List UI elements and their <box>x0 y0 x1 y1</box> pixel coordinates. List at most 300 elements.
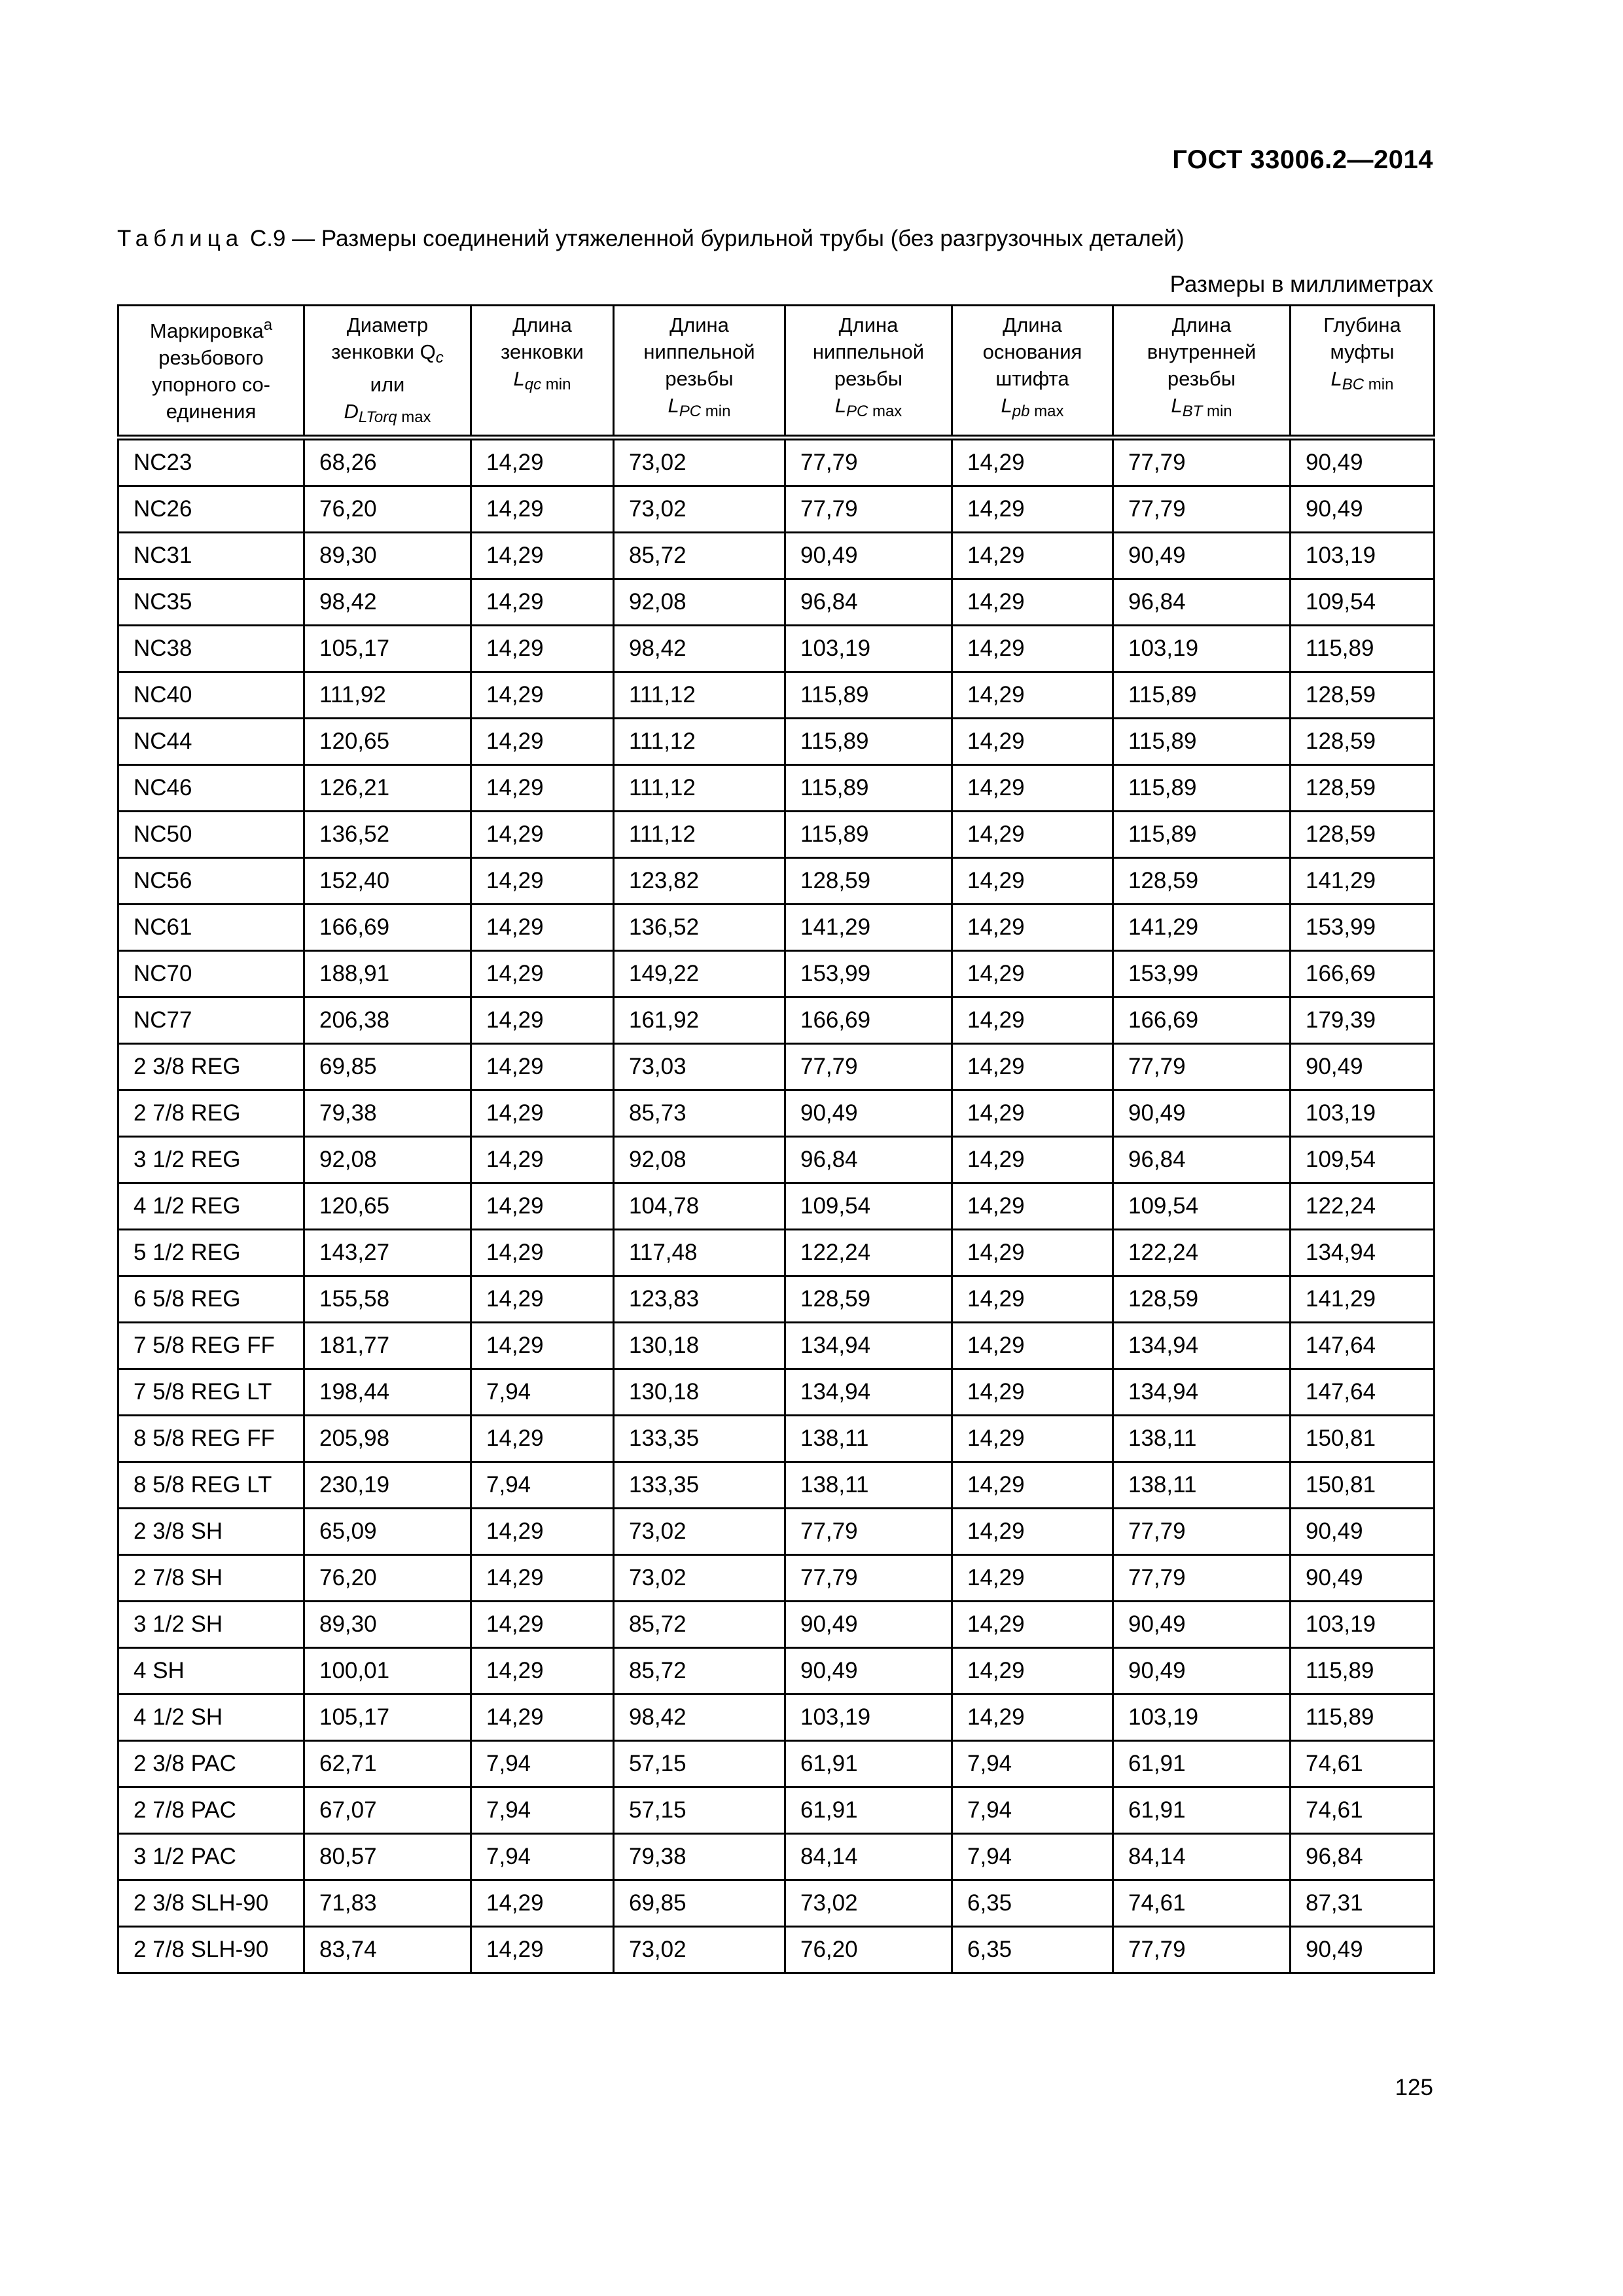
cell-box-depth: 128,59 <box>1291 812 1435 858</box>
cell-pin-thread-length-min: 73,02 <box>614 1927 785 1973</box>
header-subscript: pb <box>1012 403 1030 420</box>
cell-designation: 6 5/8 REG <box>118 1276 304 1323</box>
cell-designation: NC61 <box>118 905 304 951</box>
cell-pin-thread-length-max: 122,24 <box>785 1230 952 1276</box>
cell-pin-thread-length-max: 128,59 <box>785 1276 952 1323</box>
header-text: резьбы <box>834 367 903 390</box>
cell-pin-thread-length-min: 85,72 <box>614 1602 785 1648</box>
cell-box-thread-length: 77,79 <box>1113 1927 1291 1973</box>
cell-counterbore-diameter: 126,21 <box>304 765 471 812</box>
table-caption <box>117 226 1185 252</box>
cell-pin-thread-length-max: 103,19 <box>785 626 952 672</box>
cell-counterbore-diameter: 83,74 <box>304 1927 471 1973</box>
cell-box-thread-length: 109,54 <box>1113 1183 1291 1230</box>
cell-pin-thread-length-min: 92,08 <box>614 1137 785 1183</box>
cell-box-thread-length: 77,79 <box>1113 438 1291 486</box>
cell-designation: 2 7/8 SH <box>118 1555 304 1602</box>
cell-counterbore-length: 7,94 <box>471 1369 614 1416</box>
cell-designation: 5 1/2 REG <box>118 1230 304 1276</box>
cell-counterbore-length: 7,94 <box>471 1834 614 1880</box>
cell-pin-thread-length-min: 73,02 <box>614 1509 785 1555</box>
header-counterbore-diameter <box>304 306 471 438</box>
table-row <box>118 486 1435 533</box>
table-row <box>118 812 1435 858</box>
cell-box-thread-length: 96,84 <box>1113 579 1291 626</box>
cell-box-thread-length: 153,99 <box>1113 951 1291 997</box>
cell-pin-base-length: 14,29 <box>952 1695 1113 1741</box>
cell-box-depth: 90,49 <box>1291 1509 1435 1555</box>
cell-counterbore-diameter: 188,91 <box>304 951 471 997</box>
cell-counterbore-diameter: 68,26 <box>304 438 471 486</box>
table-row <box>118 858 1435 905</box>
cell-pin-base-length: 14,29 <box>952 1509 1113 1555</box>
cell-pin-thread-length-max: 134,94 <box>785 1369 952 1416</box>
cell-box-depth: 128,59 <box>1291 719 1435 765</box>
cell-counterbore-length: 14,29 <box>471 1090 614 1137</box>
header-text: штифта <box>995 367 1069 390</box>
cell-pin-thread-length-min: 133,35 <box>614 1416 785 1462</box>
cell-pin-thread-length-max: 90,49 <box>785 533 952 579</box>
cell-box-depth: 103,19 <box>1291 1602 1435 1648</box>
cell-pin-thread-length-max: 76,20 <box>785 1927 952 1973</box>
cell-pin-thread-length-min: 73,02 <box>614 438 785 486</box>
table-row <box>118 1369 1435 1416</box>
table-row <box>118 438 1435 486</box>
caption-text: — Размеры соединений утяжеленной бурильной трубы (без разгрузочных деталей) <box>292 226 1185 251</box>
header-text: Длина <box>669 314 729 336</box>
cell-pin-thread-length-max: 96,84 <box>785 1137 952 1183</box>
cell-pin-base-length: 14,29 <box>952 1416 1113 1462</box>
cell-pin-thread-length-min: 73,02 <box>614 486 785 533</box>
header-subscript-qualifier: min <box>1206 403 1232 420</box>
header-subscript-qualifier: min <box>705 403 731 420</box>
cell-pin-base-length: 6,35 <box>952 1927 1113 1973</box>
cell-designation: 2 7/8 REG <box>118 1090 304 1137</box>
cell-box-thread-length: 77,79 <box>1113 1555 1291 1602</box>
cell-box-depth: 90,49 <box>1291 438 1435 486</box>
cell-counterbore-diameter: 206,38 <box>304 997 471 1044</box>
header-text: Длина <box>1171 314 1232 336</box>
header-subscript: BC <box>1342 376 1364 393</box>
cell-designation: NC50 <box>118 812 304 858</box>
cell-pin-thread-length-min: 79,38 <box>614 1834 785 1880</box>
cell-pin-thread-length-max: 138,11 <box>785 1416 952 1462</box>
cell-pin-base-length: 14,29 <box>952 719 1113 765</box>
header-subscript: BT <box>1182 403 1203 420</box>
cell-counterbore-diameter: 143,27 <box>304 1230 471 1276</box>
cell-pin-base-length: 14,29 <box>952 997 1113 1044</box>
cell-pin-thread-length-min: 98,42 <box>614 1695 785 1741</box>
cell-counterbore-length: 14,29 <box>471 438 614 486</box>
table-row <box>118 1276 1435 1323</box>
header-symbol: L <box>834 394 846 417</box>
header-symbol: L <box>668 394 679 417</box>
cell-counterbore-length: 14,29 <box>471 672 614 719</box>
cell-counterbore-length: 14,29 <box>471 1648 614 1695</box>
cell-counterbore-length: 14,29 <box>471 1416 614 1462</box>
cell-designation: 3 1/2 SH <box>118 1602 304 1648</box>
cell-pin-base-length: 14,29 <box>952 1137 1113 1183</box>
cell-box-depth: 141,29 <box>1291 858 1435 905</box>
cell-pin-thread-length-max: 96,84 <box>785 579 952 626</box>
header-text: или <box>370 373 405 396</box>
table-row <box>118 951 1435 997</box>
cell-box-thread-length: 74,61 <box>1113 1880 1291 1927</box>
cell-counterbore-length: 14,29 <box>471 1044 614 1090</box>
cell-counterbore-length: 14,29 <box>471 1323 614 1369</box>
cell-box-thread-length: 122,24 <box>1113 1230 1291 1276</box>
table-row <box>118 1462 1435 1509</box>
table-row <box>118 1927 1435 1973</box>
cell-pin-thread-length-min: 85,73 <box>614 1090 785 1137</box>
table-body <box>118 438 1435 1973</box>
cell-box-depth: 115,89 <box>1291 1695 1435 1741</box>
cell-pin-base-length: 14,29 <box>952 951 1113 997</box>
cell-pin-thread-length-min: 133,35 <box>614 1462 785 1509</box>
cell-pin-base-length: 14,29 <box>952 438 1113 486</box>
cell-pin-thread-length-min: 149,22 <box>614 951 785 997</box>
cell-pin-thread-length-max: 166,69 <box>785 997 952 1044</box>
cell-counterbore-length: 14,29 <box>471 765 614 812</box>
table-row <box>118 1183 1435 1230</box>
cell-pin-base-length: 14,29 <box>952 812 1113 858</box>
cell-box-depth: 90,49 <box>1291 486 1435 533</box>
cell-box-depth: 166,69 <box>1291 951 1435 997</box>
table-row <box>118 626 1435 672</box>
cell-counterbore-diameter: 105,17 <box>304 626 471 672</box>
cell-box-thread-length: 90,49 <box>1113 533 1291 579</box>
cell-pin-base-length: 14,29 <box>952 579 1113 626</box>
cell-pin-thread-length-min: 73,03 <box>614 1044 785 1090</box>
cell-box-depth: 103,19 <box>1291 1090 1435 1137</box>
table-row <box>118 1137 1435 1183</box>
header-symbol: D <box>344 400 359 423</box>
cell-designation: NC44 <box>118 719 304 765</box>
cell-counterbore-diameter: 120,65 <box>304 719 471 765</box>
cell-box-thread-length: 115,89 <box>1113 812 1291 858</box>
cell-counterbore-length: 14,29 <box>471 1137 614 1183</box>
cell-designation: NC38 <box>118 626 304 672</box>
cell-pin-thread-length-min: 57,15 <box>614 1741 785 1787</box>
cell-counterbore-length: 14,29 <box>471 812 614 858</box>
cell-pin-thread-length-min: 111,12 <box>614 812 785 858</box>
header-subscript: c <box>435 349 444 367</box>
cell-designation: 4 SH <box>118 1648 304 1695</box>
cell-pin-thread-length-min: 111,12 <box>614 719 785 765</box>
cell-counterbore-diameter: 89,30 <box>304 1602 471 1648</box>
cell-box-depth: 109,54 <box>1291 579 1435 626</box>
header-subscript-qualifier: max <box>401 408 431 426</box>
cell-pin-thread-length-min: 161,92 <box>614 997 785 1044</box>
cell-counterbore-diameter: 71,83 <box>304 1880 471 1927</box>
header-pin-base-length <box>952 306 1113 438</box>
cell-box-depth: 90,49 <box>1291 1927 1435 1973</box>
table-row <box>118 1044 1435 1090</box>
table-row <box>118 1741 1435 1787</box>
cell-designation: 4 1/2 REG <box>118 1183 304 1230</box>
cell-box-thread-length: 61,91 <box>1113 1741 1291 1787</box>
cell-counterbore-length: 7,94 <box>471 1741 614 1787</box>
cell-box-thread-length: 90,49 <box>1113 1090 1291 1137</box>
cell-pin-thread-length-max: 115,89 <box>785 719 952 765</box>
header-subscript-qualifier: min <box>545 376 571 393</box>
cell-designation: NC35 <box>118 579 304 626</box>
cell-box-depth: 134,94 <box>1291 1230 1435 1276</box>
header-text: ниппельной <box>643 340 755 363</box>
table-row <box>118 765 1435 812</box>
cell-pin-base-length: 14,29 <box>952 1555 1113 1602</box>
cell-pin-thread-length-max: 138,11 <box>785 1462 952 1509</box>
cell-pin-base-length: 14,29 <box>952 1044 1113 1090</box>
cell-counterbore-length: 14,29 <box>471 1927 614 1973</box>
cell-box-thread-length: 77,79 <box>1113 1509 1291 1555</box>
cell-box-thread-length: 166,69 <box>1113 997 1291 1044</box>
cell-box-depth: 147,64 <box>1291 1323 1435 1369</box>
header-pin-thread-length-max <box>785 306 952 438</box>
cell-counterbore-diameter: 62,71 <box>304 1741 471 1787</box>
cell-pin-thread-length-max: 141,29 <box>785 905 952 951</box>
cell-pin-thread-length-min: 111,12 <box>614 765 785 812</box>
cell-counterbore-length: 14,29 <box>471 1880 614 1927</box>
cell-box-thread-length: 115,89 <box>1113 765 1291 812</box>
cell-box-depth: 115,89 <box>1291 626 1435 672</box>
cell-pin-thread-length-min: 73,02 <box>614 1555 785 1602</box>
header-text: резьбы <box>1167 367 1236 390</box>
cell-box-depth: 96,84 <box>1291 1834 1435 1880</box>
cell-pin-thread-length-max: 77,79 <box>785 1555 952 1602</box>
cell-box-depth: 150,81 <box>1291 1462 1435 1509</box>
cell-designation: 8 5/8 REG LT <box>118 1462 304 1509</box>
cell-designation: NC46 <box>118 765 304 812</box>
header-subscript-qualifier: min <box>1368 376 1394 393</box>
cell-box-thread-length: 103,19 <box>1113 1695 1291 1741</box>
header-subscript: LTorq <box>358 408 397 426</box>
cell-pin-thread-length-min: 136,52 <box>614 905 785 951</box>
cell-designation: 2 3/8 PAC <box>118 1741 304 1787</box>
cell-counterbore-diameter: 120,65 <box>304 1183 471 1230</box>
cell-box-thread-length: 77,79 <box>1113 1044 1291 1090</box>
cell-pin-thread-length-min: 57,15 <box>614 1787 785 1834</box>
cell-designation: NC77 <box>118 997 304 1044</box>
cell-box-thread-length: 141,29 <box>1113 905 1291 951</box>
cell-pin-thread-length-max: 128,59 <box>785 858 952 905</box>
cell-counterbore-diameter: 76,20 <box>304 486 471 533</box>
cell-pin-thread-length-max: 84,14 <box>785 1834 952 1880</box>
table-row <box>118 1880 1435 1927</box>
cell-counterbore-diameter: 181,77 <box>304 1323 471 1369</box>
table-row <box>118 1323 1435 1369</box>
cell-pin-base-length: 7,94 <box>952 1834 1113 1880</box>
cell-box-depth: 122,24 <box>1291 1183 1435 1230</box>
header-text: единения <box>166 400 257 423</box>
cell-box-depth: 150,81 <box>1291 1416 1435 1462</box>
cell-counterbore-diameter: 69,85 <box>304 1044 471 1090</box>
cell-pin-thread-length-max: 115,89 <box>785 765 952 812</box>
header-box-thread-length <box>1113 306 1291 438</box>
cell-pin-base-length: 14,29 <box>952 486 1113 533</box>
cell-box-depth: 90,49 <box>1291 1044 1435 1090</box>
cell-pin-thread-length-min: 123,83 <box>614 1276 785 1323</box>
cell-pin-thread-length-max: 61,91 <box>785 1787 952 1834</box>
page-number: 125 <box>1395 2075 1433 2100</box>
cell-counterbore-length: 7,94 <box>471 1462 614 1509</box>
cell-pin-thread-length-max: 77,79 <box>785 1509 952 1555</box>
table-row <box>118 1230 1435 1276</box>
table-row <box>118 1090 1435 1137</box>
cell-designation: 8 5/8 REG FF <box>118 1416 304 1462</box>
cell-counterbore-diameter: 89,30 <box>304 533 471 579</box>
cell-pin-thread-length-min: 85,72 <box>614 1648 785 1695</box>
cell-counterbore-length: 14,29 <box>471 1555 614 1602</box>
cell-pin-base-length: 14,29 <box>952 1230 1113 1276</box>
cell-box-depth: 153,99 <box>1291 905 1435 951</box>
cell-pin-base-length: 6,35 <box>952 1880 1113 1927</box>
cell-box-thread-length: 77,79 <box>1113 486 1291 533</box>
cell-pin-base-length: 14,29 <box>952 626 1113 672</box>
cell-pin-thread-length-max: 109,54 <box>785 1183 952 1230</box>
cell-pin-base-length: 14,29 <box>952 1276 1113 1323</box>
table-row <box>118 1602 1435 1648</box>
table-row <box>118 1787 1435 1834</box>
document-code: ГОСТ 33006.2—2014 <box>1172 145 1433 174</box>
cell-counterbore-diameter: 67,07 <box>304 1787 471 1834</box>
caption-number: С.9 <box>249 226 286 251</box>
cell-counterbore-diameter: 111,92 <box>304 672 471 719</box>
cell-designation: NC70 <box>118 951 304 997</box>
cell-pin-thread-length-max: 115,89 <box>785 812 952 858</box>
cell-counterbore-length: 14,29 <box>471 486 614 533</box>
cell-counterbore-diameter: 80,57 <box>304 1834 471 1880</box>
header-text: муфты <box>1330 340 1395 363</box>
header-text: резьбы <box>665 367 734 390</box>
cell-box-depth: 128,59 <box>1291 765 1435 812</box>
cell-counterbore-length: 14,29 <box>471 1276 614 1323</box>
cell-pin-thread-length-max: 77,79 <box>785 486 952 533</box>
cell-pin-base-length: 14,29 <box>952 1648 1113 1695</box>
cell-designation: NC40 <box>118 672 304 719</box>
header-counterbore-length <box>471 306 614 438</box>
cell-box-depth: 74,61 <box>1291 1741 1435 1787</box>
cell-box-thread-length: 84,14 <box>1113 1834 1291 1880</box>
cell-designation: 3 1/2 PAC <box>118 1834 304 1880</box>
header-symbol: L <box>1171 394 1183 417</box>
table-row <box>118 1834 1435 1880</box>
cell-box-thread-length: 96,84 <box>1113 1137 1291 1183</box>
cell-box-thread-length: 90,49 <box>1113 1648 1291 1695</box>
table-row <box>118 1648 1435 1695</box>
table-row <box>118 579 1435 626</box>
table-row <box>118 1555 1435 1602</box>
header-text: внутренней <box>1147 340 1257 363</box>
cell-pin-thread-length-max: 90,49 <box>785 1602 952 1648</box>
header-text: ниппельной <box>812 340 925 363</box>
cell-box-thread-length: 128,59 <box>1113 858 1291 905</box>
header-subscript: qc <box>524 376 542 393</box>
cell-box-depth: 87,31 <box>1291 1880 1435 1927</box>
cell-counterbore-length: 14,29 <box>471 533 614 579</box>
cell-box-depth: 147,64 <box>1291 1369 1435 1416</box>
cell-pin-thread-length-max: 77,79 <box>785 1044 952 1090</box>
cell-pin-base-length: 14,29 <box>952 1369 1113 1416</box>
cell-box-depth: 179,39 <box>1291 997 1435 1044</box>
cell-pin-thread-length-min: 117,48 <box>614 1230 785 1276</box>
header-text: Длина <box>512 314 572 336</box>
cell-box-thread-length: 61,91 <box>1113 1787 1291 1834</box>
header-symbol: L <box>1330 367 1342 390</box>
table-header-row <box>118 306 1435 438</box>
cell-box-depth: 90,49 <box>1291 1555 1435 1602</box>
cell-counterbore-diameter: 136,52 <box>304 812 471 858</box>
header-symbol: L <box>513 367 525 390</box>
cell-designation: 2 3/8 SLH-90 <box>118 1880 304 1927</box>
cell-counterbore-diameter: 205,98 <box>304 1416 471 1462</box>
dimensions-table <box>117 304 1435 1974</box>
header-text: зенковки <box>501 340 584 363</box>
cell-pin-thread-length-max: 90,49 <box>785 1090 952 1137</box>
cell-box-thread-length: 115,89 <box>1113 672 1291 719</box>
cell-counterbore-length: 14,29 <box>471 719 614 765</box>
cell-counterbore-diameter: 166,69 <box>304 905 471 951</box>
table-row <box>118 1416 1435 1462</box>
cell-pin-thread-length-min: 111,12 <box>614 672 785 719</box>
cell-counterbore-length: 14,29 <box>471 1695 614 1741</box>
header-subscript-qualifier: max <box>872 403 902 420</box>
header-designation <box>118 306 304 438</box>
cell-pin-base-length: 7,94 <box>952 1741 1113 1787</box>
cell-pin-thread-length-max: 115,89 <box>785 672 952 719</box>
cell-counterbore-diameter: 152,40 <box>304 858 471 905</box>
header-text: основания <box>982 340 1082 363</box>
table-row <box>118 905 1435 951</box>
cell-counterbore-length: 14,29 <box>471 1509 614 1555</box>
cell-counterbore-length: 14,29 <box>471 1230 614 1276</box>
header-subscript: PC <box>846 403 868 420</box>
cell-pin-thread-length-min: 130,18 <box>614 1369 785 1416</box>
cell-pin-thread-length-min: 130,18 <box>614 1323 785 1369</box>
header-text: упорного со- <box>151 373 271 396</box>
footnote-marker: a <box>263 316 273 334</box>
table-row <box>118 1695 1435 1741</box>
cell-pin-base-length: 14,29 <box>952 765 1113 812</box>
header-text: Глубина <box>1323 314 1401 336</box>
cell-counterbore-length: 14,29 <box>471 951 614 997</box>
cell-box-thread-length: 90,49 <box>1113 1602 1291 1648</box>
cell-box-thread-length: 134,94 <box>1113 1369 1291 1416</box>
header-text: резьбового <box>158 346 264 369</box>
table-row <box>118 719 1435 765</box>
cell-designation: 3 1/2 REG <box>118 1137 304 1183</box>
header-text: Маркировка <box>149 319 264 342</box>
cell-pin-thread-length-min: 98,42 <box>614 626 785 672</box>
cell-pin-thread-length-max: 77,79 <box>785 438 952 486</box>
cell-box-thread-length: 138,11 <box>1113 1416 1291 1462</box>
cell-designation: 7 5/8 REG LT <box>118 1369 304 1416</box>
cell-pin-thread-length-min: 69,85 <box>614 1880 785 1927</box>
header-symbol: L <box>1001 394 1012 417</box>
units-note: Размеры в миллиметрах <box>1169 272 1433 297</box>
cell-designation: 7 5/8 REG FF <box>118 1323 304 1369</box>
cell-counterbore-length: 14,29 <box>471 1602 614 1648</box>
header-pin-thread-length-min <box>614 306 785 438</box>
cell-pin-thread-length-min: 123,82 <box>614 858 785 905</box>
cell-pin-base-length: 14,29 <box>952 1183 1113 1230</box>
cell-pin-thread-length-max: 103,19 <box>785 1695 952 1741</box>
table-row <box>118 1509 1435 1555</box>
cell-pin-base-length: 14,29 <box>952 1090 1113 1137</box>
cell-pin-base-length: 14,29 <box>952 672 1113 719</box>
cell-box-thread-length: 103,19 <box>1113 626 1291 672</box>
cell-counterbore-length: 14,29 <box>471 626 614 672</box>
